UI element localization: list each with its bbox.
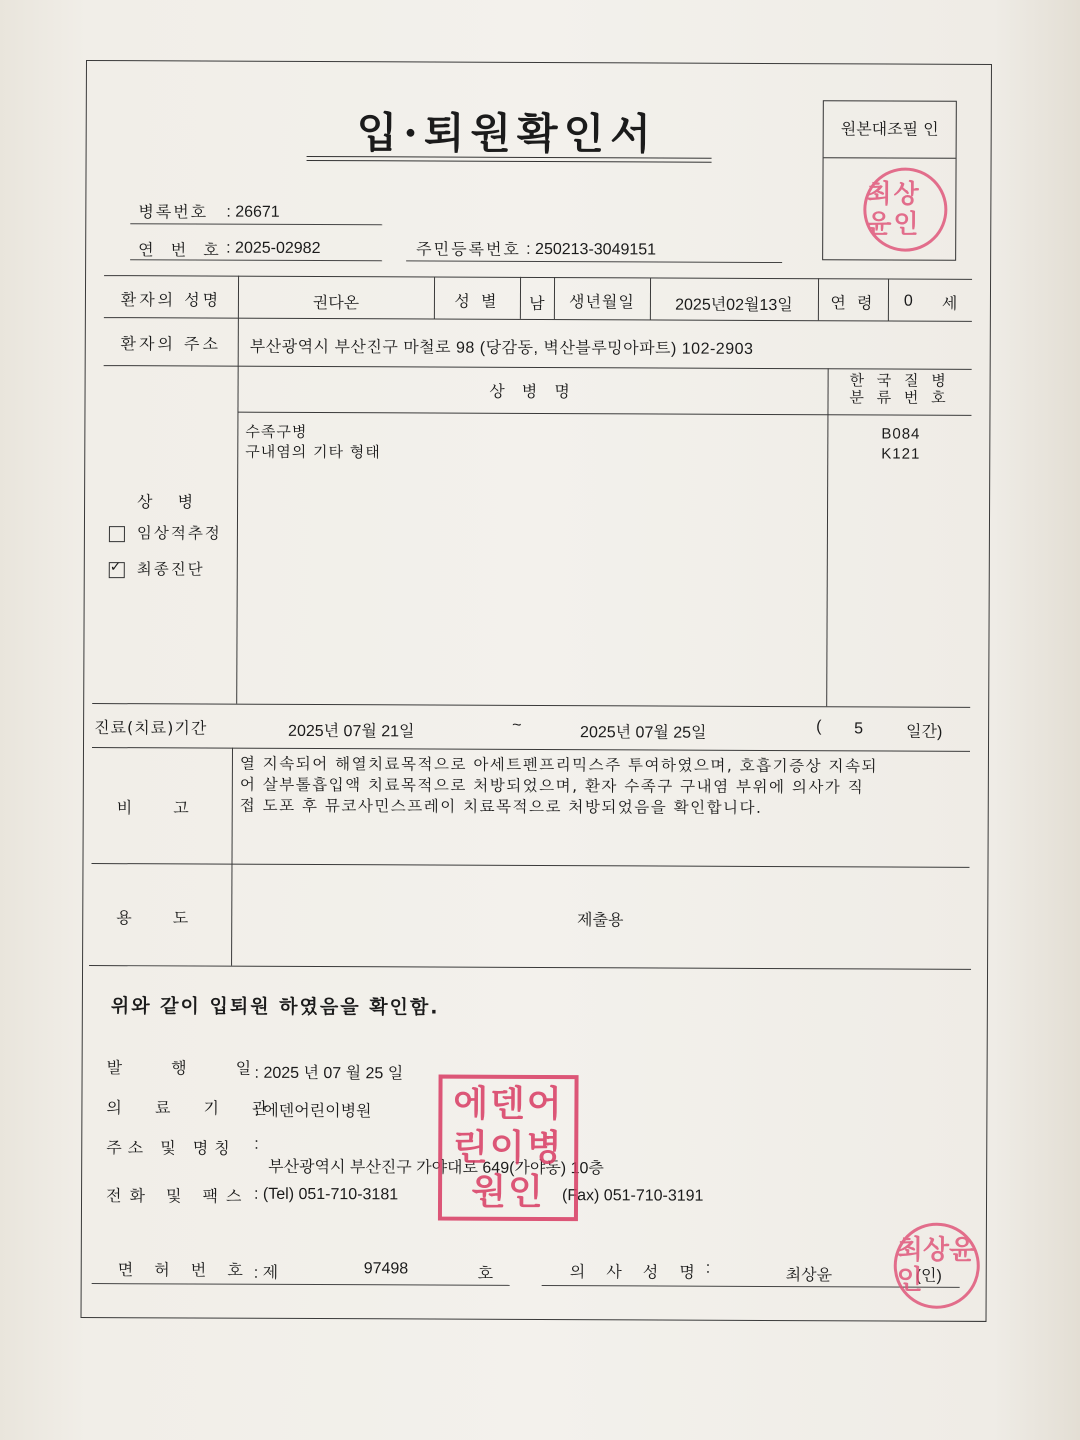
doctor-seal-mark: (인)	[915, 1267, 942, 1285]
license-label: 면 허 번 호	[117, 1260, 251, 1280]
address-label: 환자의 주소	[120, 334, 221, 354]
diagnosis-left-divider	[236, 366, 238, 704]
diagnosis-code-2: K121	[881, 445, 921, 463]
period-bottom-border	[92, 747, 970, 752]
hospital-value: : 에덴어린이병원	[254, 1102, 372, 1121]
document-title: 입·퇴원확인서	[356, 108, 657, 159]
row2-bottom-border	[104, 365, 972, 370]
clinical-estimate-label: 임상적추정	[136, 524, 222, 543]
remarks-line-2: 어 살부톨흡입액 치료목적으로 처방되었으며, 환자 수족구 구내염 부위에 의사가 직	[239, 775, 865, 797]
doctor-name-label: 의 사 성 명	[569, 1262, 703, 1282]
hospital-address: 부산광역시 부산진구 가야대로 649(가야동) 10층	[268, 1158, 604, 1178]
diagnosis-name-header: 상 병 명	[489, 381, 576, 402]
patient-name-label: 환자의 성명	[120, 290, 222, 310]
sex-value: 남	[529, 295, 545, 314]
verification-stamp: 최상윤인	[863, 167, 947, 251]
clinical-estimate-option[interactable]	[109, 521, 222, 543]
remarks-line-1: 열 지속되어 해열치료목적으로 아세트펜프리믹스주 투여하였으며, 호흡기증상 지속되	[239, 754, 878, 776]
diagnosis-list	[245, 422, 381, 463]
diagnosis-section-label: 상 병	[137, 492, 204, 512]
hospital-seal-stamp: 에덴어린이병원인	[438, 1075, 579, 1222]
record-number-underline	[130, 223, 382, 225]
doctor-name-colon: :	[705, 1259, 711, 1277]
period-label: 진료(치료)기간	[94, 718, 208, 738]
phone-fax-label: 전화 및 팩스	[106, 1186, 250, 1206]
diagnosis-code-divider	[826, 368, 828, 706]
record-number-value: : 26671	[226, 203, 280, 221]
row1-divider-7	[888, 279, 889, 321]
final-diagnosis-checkbox[interactable]	[109, 562, 125, 578]
disease-code-header-line1: 한 국 질 병	[849, 371, 950, 390]
serial-number-label: 연 번 호	[138, 240, 225, 260]
remarks-line-3: 접 도포 후 뮤코사민스프레이 치료목적으로 처방되었음을 확인합니다.	[239, 796, 763, 817]
disease-code-header	[827, 372, 971, 407]
diagnosis-name-1: 수족구병	[245, 422, 308, 441]
diagnosis-bottom-border	[92, 703, 970, 708]
issue-date-value: : 2025 년 07 월 25 일	[254, 1064, 404, 1083]
fax-value: (Fax) 051-710-3191	[562, 1187, 704, 1205]
period-open-paren: (	[816, 718, 822, 736]
period-days: 5	[854, 720, 864, 738]
purpose-value: 제출용	[577, 912, 624, 930]
hospital-label: 의 료 기 관	[106, 1098, 282, 1118]
license-number: 97498	[363, 1260, 409, 1278]
certificate-page	[81, 60, 992, 1322]
period-end: 2025년 07월 25일	[580, 724, 707, 742]
serial-number-underline	[130, 259, 382, 261]
original-verification-box	[822, 100, 957, 261]
rrn-underline	[406, 260, 782, 263]
remarks-label: 비 고	[116, 798, 207, 818]
age-label: 연 령	[830, 293, 876, 313]
period-start: 2025년 07월 21일	[288, 722, 415, 741]
license-prefix: : 제	[253, 1264, 279, 1282]
age-unit: 세	[941, 295, 958, 313]
diagnosis-code-1: B084	[881, 425, 921, 443]
row2-divider	[238, 318, 239, 366]
final-diagnosis-label: 최종진단	[136, 560, 205, 579]
address-name-colon: :	[254, 1135, 259, 1153]
period-separator: ~	[512, 716, 522, 734]
remarks-text	[240, 754, 966, 820]
license-suffix: 호	[477, 1265, 494, 1283]
clinical-estimate-checkbox[interactable]	[109, 526, 125, 542]
row1-bottom-border	[104, 317, 972, 322]
patient-name-value: 권다온	[312, 294, 360, 313]
license-underline	[92, 1283, 510, 1286]
period-days-unit: 일간)	[906, 723, 943, 741]
remarks-bottom-border	[91, 863, 969, 868]
serial-number-value: : 2025-02982	[226, 239, 321, 258]
diagnosis-code-list	[881, 424, 920, 464]
confirmation-statement: 위와 같이 입퇴원 하였음을 확인함.	[110, 995, 440, 1019]
purpose-label: 용 도	[116, 908, 207, 928]
issue-date-label: 발 행 일	[106, 1058, 274, 1078]
sex-label: 성 별	[454, 291, 500, 311]
final-diagnosis-option[interactable]	[109, 557, 205, 579]
original-verification-label: 원본대조필 인	[824, 101, 956, 159]
disease-code-header-line2: 분 류 번 호	[849, 388, 950, 407]
table-top-border	[104, 275, 972, 280]
purpose-bottom-border	[89, 965, 971, 970]
age-value: 0	[903, 292, 913, 310]
record-number-label: 병록번호	[138, 202, 209, 222]
birth-label: 생년월일	[568, 292, 635, 312]
address-name-label: 주소 및 명칭	[106, 1138, 236, 1158]
birth-value: 2025년02월13일	[675, 296, 793, 315]
diagnosis-header-border	[237, 412, 971, 416]
address-value: 부산광역시 부산진구 마철로 98 (당감동, 벽산블루밍아파트) 102-2903	[249, 338, 754, 358]
diagnosis-name-2: 구내염의 기타 형태	[245, 442, 381, 462]
rrn-label: 주민등록번호	[416, 239, 521, 259]
rrn-value: : 250213-3049151	[526, 240, 657, 259]
phone-value: : (Tel) 051-710-3181	[254, 1185, 399, 1204]
doctor-seal-stamp: 최상윤인	[894, 1223, 980, 1309]
remarks-purpose-divider	[231, 748, 233, 966]
doctor-name-value: 최상윤	[785, 1267, 833, 1285]
